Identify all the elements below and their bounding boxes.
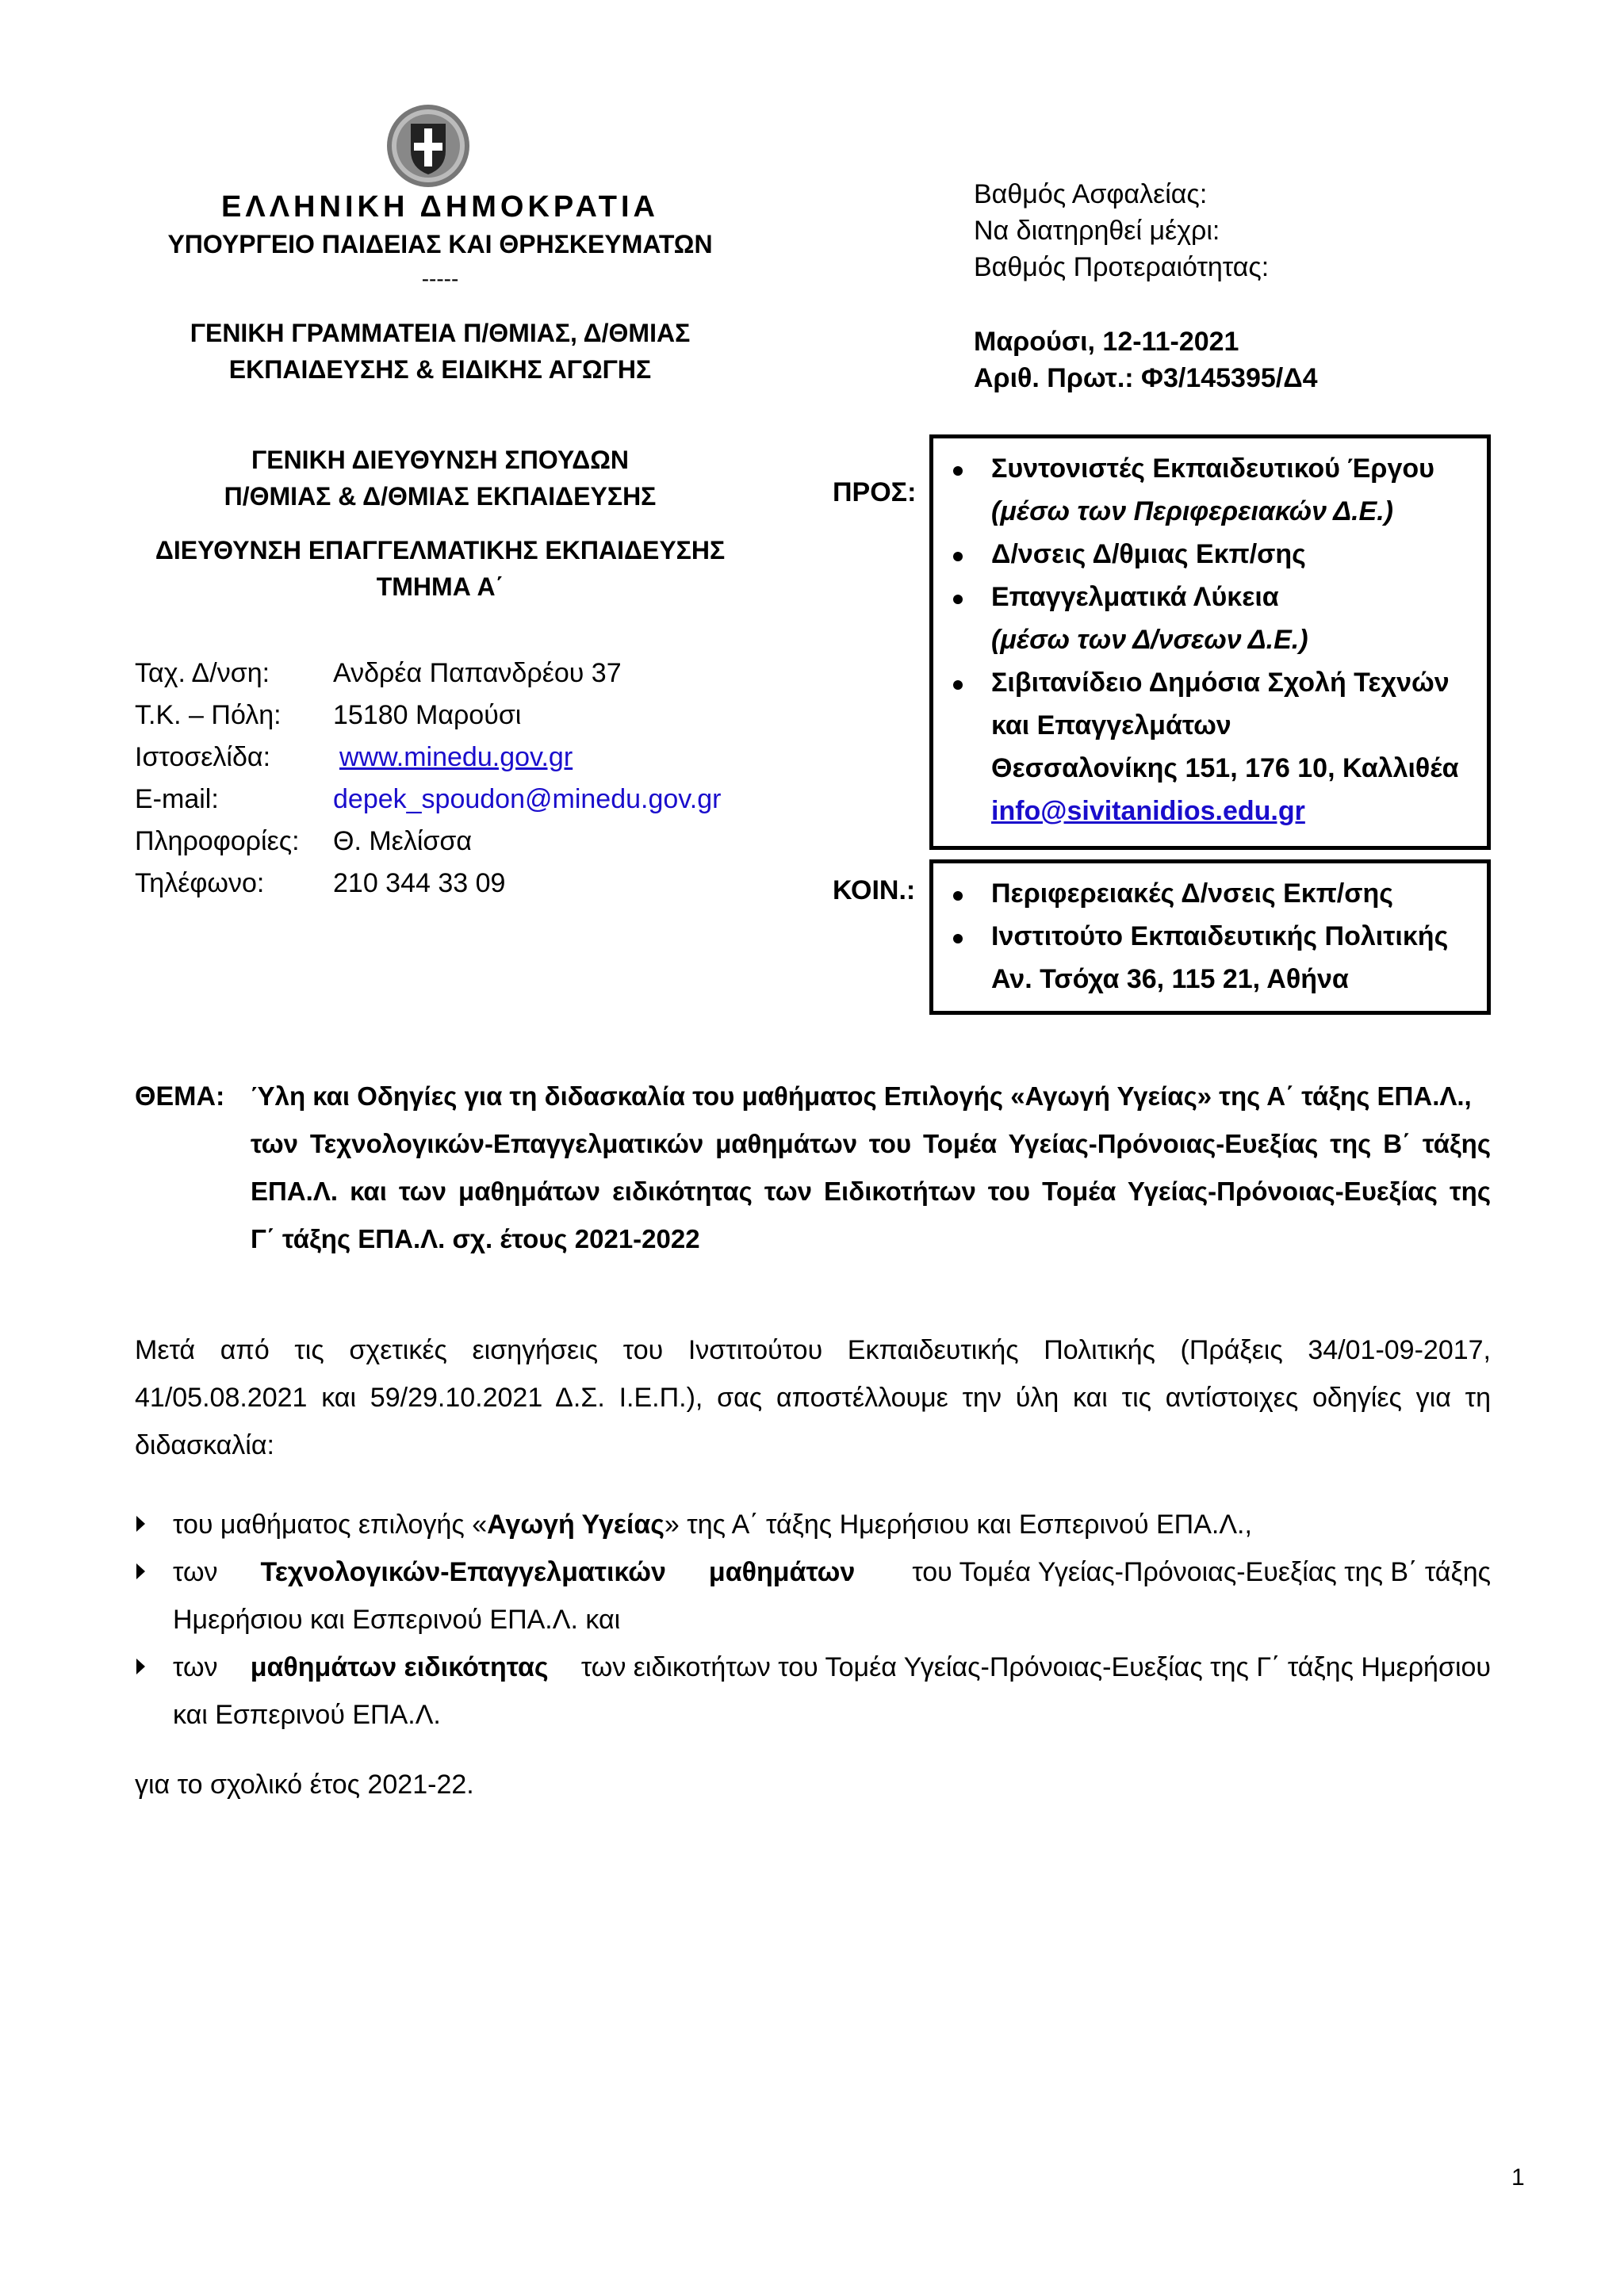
bullet-icon	[953, 552, 963, 561]
to-recipient-4-line-2: και Επαγγελμάτων	[991, 710, 1231, 740]
bullet-item-3-bold: μαθημάτων ειδικότητας	[250, 1652, 549, 1682]
place-date: Μαρούσι, 12-11-2021	[974, 327, 1239, 357]
subject-line-1: Ύλη και Οδηγίες για τη διδασκαλία του μαθήματος Επιλογής «Αγωγή Υγείας» της Α΄ τάξης ΕΠΑ.Λ.,	[251, 1081, 1472, 1111]
contact-label-address: Ταχ. Δ/νση:	[135, 658, 270, 688]
department-name: ΤΜΗΜΑ Α΄	[376, 572, 504, 601]
bullet-item-2	[173, 1557, 1491, 1588]
contact-label-postcode: Τ.Κ. – Πόλη:	[135, 700, 282, 730]
contact-label-website: Ιστοσελίδα:	[135, 742, 271, 772]
subject-line-4: Γ΄ τάξης ΕΠΑ.Λ. σχ. έτους 2021-2022	[251, 1224, 700, 1253]
greek-emblem-icon	[384, 101, 473, 190]
to-recipient-4-address: Θεσσαλονίκης 151, 176 10, Καλλιθέα	[991, 753, 1459, 783]
subject-line-2: των Τεχνολογικών-Επαγγελματικών μαθημάτων του Τομέα Υγείας-Πρόνοιας-Ευεξίας της Β΄ τάξης	[251, 1129, 1491, 1158]
cc-recipient-2: Ινστιτούτο Εκπαιδευτικής Πολιτικής	[991, 921, 1449, 951]
to-recipient-3-note: (μέσω των Δ/νσεων Δ.Ε.)	[991, 625, 1308, 655]
bullet-item-1-text: του μαθήματος επιλογής «	[173, 1510, 488, 1540]
republic-title: ΕΛΛΗΝΙΚΗ ΔΗΜΟΚΡΑΤΙΑ	[221, 190, 659, 224]
protocol-number: Αριθ. Πρωτ.: Φ3/145395/Δ4	[974, 363, 1318, 393]
to-recipient-3: Επαγγελματικά Λύκεια	[991, 582, 1279, 612]
arrow-bullet-icon	[136, 1563, 145, 1579]
header-separator: -----	[421, 266, 459, 291]
bullet-item-3	[173, 1652, 1491, 1683]
bullet-icon	[953, 934, 963, 943]
bullet-item-2-rest: του Τομέα Υγείας-Πρόνοιας-Ευεξίας της Β΄ τάξης	[912, 1557, 1491, 1587]
bullet-icon	[953, 595, 963, 604]
sivitanidios-email-link[interactable]: info@sivitanidios.edu.gr	[991, 796, 1305, 826]
bullet-item-3-line-2: και Εσπερινού ΕΠΑ.Λ.	[173, 1700, 441, 1730]
to-recipient-1-note: (μέσω των Περιφερειακών Δ.Ε.)	[991, 496, 1393, 526]
general-directorate-line-2: Π/ΘΜΙΑΣ & Δ/ΘΜΙΑΣ ΕΚΠΑΙΔΕΥΣΗΣ	[224, 482, 657, 511]
bullet-item-1	[173, 1510, 1252, 1540]
to-recipient-4: Σιβιτανίδειο Δημόσια Σχολή Τεχνών	[991, 668, 1450, 698]
contact-value-postcode: 15180 Μαρούσι	[333, 700, 522, 730]
body-paragraph-line-3: διδασκαλία:	[135, 1430, 274, 1460]
bullet-item-3-rest: των ειδικοτήτων του Τομέα Υγείας-Πρόνοιας-Ευεξίας της Γ΄ τάξης Ημερήσιου	[580, 1652, 1491, 1682]
arrow-bullet-icon	[136, 1516, 145, 1532]
ministry-name: ΥΠΟΥΡΓΕΙΟ ΠΑΙΔΕΙΑΣ ΚΑΙ ΘΡΗΣΚΕΥΜΑΤΩΝ	[167, 230, 713, 258]
cc-recipient-2-address: Αν. Τσόχα 36, 115 21, Αθήνα	[991, 964, 1349, 994]
to-label: ΠΡΟΣ:	[833, 477, 917, 507]
priority-level: Βαθμός Προτεραιότητας:	[974, 252, 1270, 282]
bullet-item-2-word-2: Τεχνολογικών-Επαγγελματικών	[260, 1557, 666, 1587]
subject-label: ΘΕΜΑ:	[135, 1081, 225, 1112]
directorate-name: ΔΙΕΥΘΥΝΣΗ ΕΠΑΓΓΕΛΜΑΤΙΚΗΣ ΕΚΠΑΙΔΕΥΣΗΣ	[155, 536, 726, 564]
body-paragraph-line-2: 41/05.08.2021 και 59/29.10.2021 Δ.Σ. Ι.Ε.Π.), σας αποστέλλουμε την ύλη και τις αντίστοιχες οδηγίες για τη	[135, 1383, 1491, 1413]
arrow-bullet-icon	[136, 1659, 145, 1674]
general-directorate-line-1: ΓΕΝΙΚΗ ΔΙΕΥΘΥΝΣΗ ΣΠΟΥΔΩΝ	[251, 446, 630, 474]
website-link[interactable]: www.minedu.gov.gr	[339, 742, 573, 772]
bullet-icon	[953, 891, 963, 901]
contact-label-phone: Τηλέφωνο:	[135, 868, 265, 898]
secretariat-line-1: ΓΕΝΙΚΗ ΓΡΑΜΜΑΤΕΙΑ Π/ΘΜΙΑΣ, Δ/ΘΜΙΑΣ	[190, 319, 691, 347]
security-level: Βαθμός Ασφαλείας:	[974, 179, 1208, 209]
bullet-item-2-line-2: Ημερήσιου και Εσπερινού ΕΠΑ.Λ. και	[173, 1605, 621, 1635]
page-number: 1	[1511, 2164, 1525, 2191]
body-paragraph-line-1: Μετά από τις σχετικές εισηγήσεις του Ινστιτούτου Εκπαιδευτικής Πολιτικής (Πράξεις 34/01-09-2017,	[135, 1335, 1491, 1365]
contact-label-info: Πληροφορίες:	[135, 826, 300, 856]
to-recipient-2: Δ/νσεις Δ/θμιας Εκπ/σης	[991, 539, 1306, 569]
bullet-icon	[953, 680, 963, 690]
bullet-item-2-word-3: μαθημάτων	[708, 1557, 856, 1587]
subject-line-3: ΕΠΑ.Λ. και των μαθημάτων ειδικότητας των Ειδικοτήτων του Τομέα Υγείας-Πρόνοιας-Ευεξίας της	[251, 1177, 1491, 1206]
contact-value-info: Θ. Μελίσσα	[333, 826, 472, 856]
bullet-item-3-word-1: των	[173, 1652, 218, 1682]
closing-line: για το σχολικό έτος 2021-22.	[135, 1770, 474, 1800]
bullet-icon	[953, 466, 963, 476]
bullet-item-1-tail: » της Α΄ τάξης Ημερήσιου και Εσπερινού ΕΠΑ.Λ.,	[664, 1510, 1252, 1540]
secretariat-line-2: ΕΚΠΑΙΔΕΥΣΗΣ & ΕΙΔΙΚΗΣ ΑΓΩΓΗΣ	[228, 355, 652, 384]
cc-label: ΚΟΙΝ.:	[833, 875, 916, 905]
cc-recipient-1: Περιφερειακές Δ/νσεις Εκπ/σης	[991, 878, 1393, 909]
keep-until: Να διατηρηθεί μέχρι:	[974, 216, 1220, 246]
to-recipient-1: Συντονιστές Εκπαιδευτικού Έργου	[991, 453, 1434, 484]
bullet-item-2-word-1: των	[173, 1557, 218, 1587]
email-link[interactable]: depek_spoudon@minedu.gov.gr	[333, 784, 722, 814]
bullet-item-1-bold: Αγωγή Υγείας	[487, 1510, 665, 1540]
contact-value-phone: 210 344 33 09	[333, 868, 506, 898]
contact-label-email: E-mail:	[135, 784, 219, 814]
contact-value-address: Ανδρέα Παπανδρέου 37	[333, 658, 622, 688]
